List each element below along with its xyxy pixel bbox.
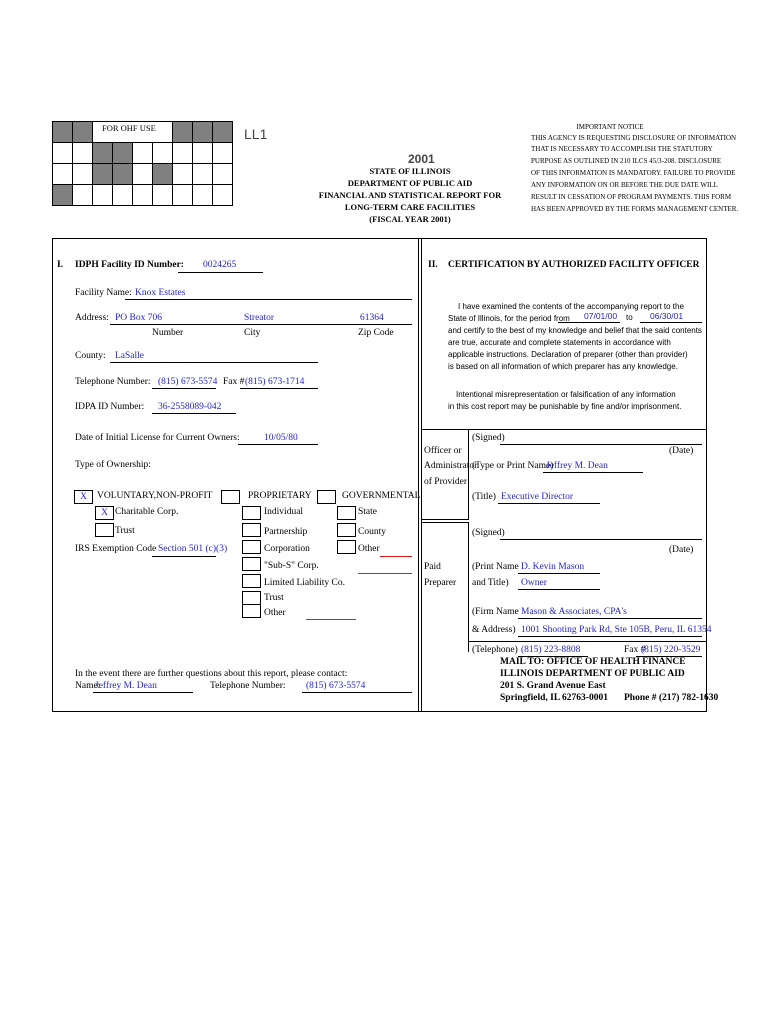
- officer-title-value[interactable]: Executive Director: [501, 492, 574, 502]
- preparer-signature-line: [500, 539, 702, 540]
- section-divider: [418, 238, 419, 712]
- county-label: County:: [75, 351, 106, 361]
- firm-address-label: & Address): [472, 625, 516, 635]
- ohf-use-grid: [52, 121, 233, 206]
- prop-item-label: Trust: [264, 593, 284, 603]
- prop-other-underline: [306, 619, 356, 620]
- cert-line: are true, accurate and complete statements in accordance with: [448, 338, 671, 347]
- preparer-fax-label: Fax #: [624, 645, 646, 655]
- contact-phone-label: Telephone Number:: [210, 681, 286, 691]
- notice-line: RESULT IN CESSATION OF PROGRAM PAYMENTS. THIS FORM: [531, 193, 732, 201]
- preparer-fax-value[interactable]: (815) 220-3529: [641, 645, 701, 655]
- contact-phone-underline: [302, 692, 412, 693]
- idph-underline: [178, 272, 263, 273]
- officer-label: of Provider: [424, 477, 468, 487]
- proprietary-checkbox[interactable]: [221, 490, 240, 504]
- charitable-checkbox[interactable]: X: [95, 506, 114, 520]
- report-title: FINANCIAL AND STATISTICAL REPORT FOR: [318, 190, 502, 200]
- paid-label: Paid: [424, 562, 441, 572]
- contact-name-label: Name:: [75, 681, 101, 691]
- telephone-underline: [152, 388, 216, 389]
- period-to-value[interactable]: 06/30/01: [650, 311, 684, 321]
- county-value[interactable]: LaSalle: [115, 351, 145, 361]
- license-underline: [238, 444, 318, 445]
- date-label: (Date): [669, 446, 694, 456]
- firm-address-value[interactable]: 1001 Shooting Park Rd, Ste 105B, Peru, IL 61354: [521, 625, 712, 635]
- period-to-label: to: [626, 313, 633, 322]
- governmental-checkbox[interactable]: [317, 490, 336, 504]
- trust-checkbox[interactable]: [95, 523, 114, 537]
- preparer-top-rule: [421, 522, 469, 523]
- idph-label: IDPH Facility ID Number:: [75, 260, 184, 270]
- firm-name-underline: [518, 618, 702, 619]
- mail-line: Springfield, IL 62763-0001: [500, 693, 608, 703]
- warning-line: Intentional misrepresentation or falsification of any information: [456, 390, 676, 399]
- partnership-checkbox[interactable]: [242, 523, 261, 537]
- city-caption: City: [244, 328, 261, 338]
- state-title: STATE OF ILLINOIS: [369, 166, 451, 176]
- preparer-phone-value[interactable]: (815) 223-8808: [521, 645, 581, 655]
- gov-other-checkbox[interactable]: [337, 540, 356, 554]
- section2-roman: II.: [428, 260, 438, 270]
- contact-name-underline: [93, 692, 193, 693]
- officer-col-rule: [468, 429, 469, 519]
- llc-checkbox[interactable]: [242, 574, 261, 588]
- address-value[interactable]: PO Box 706: [115, 313, 162, 323]
- idpa-value[interactable]: 36-2558089-042: [158, 402, 222, 412]
- proprietary-label: PROPRIETARY: [248, 491, 312, 501]
- section1-roman: I.: [57, 260, 64, 270]
- officer-name-value[interactable]: Jeffrey M. Dean: [546, 461, 608, 471]
- facility-underline: [125, 299, 412, 300]
- officer-label: Officer or: [424, 446, 462, 456]
- form-year: 2001: [408, 152, 435, 166]
- form-code: LL1: [244, 126, 268, 142]
- notice-line: IMPORTANT NOTICE: [576, 123, 644, 131]
- preparer-signed-label: (Signed): [472, 528, 505, 538]
- prop-trust-checkbox[interactable]: [242, 591, 261, 605]
- preparer-name-underline: [518, 573, 600, 574]
- fax-value[interactable]: (815) 673-1714: [245, 377, 305, 387]
- license-value[interactable]: 10/05/80: [264, 433, 298, 443]
- preparer-label: Preparer: [424, 578, 457, 588]
- officer-signature-line: [500, 444, 702, 445]
- license-label: Date of Initial License for Current Owners:: [75, 433, 240, 443]
- gov-other-underline: [380, 556, 412, 557]
- firm-address-underline: [518, 636, 702, 637]
- cert-line: applicable instructions. Declaration of preparer (other than provider): [448, 350, 688, 359]
- section-divider: [421, 238, 422, 712]
- charitable-label: Charitable Corp.: [115, 507, 179, 517]
- telephone-label: Telephone Number:: [75, 377, 151, 387]
- address-underline: [110, 324, 412, 325]
- idpa-underline: [152, 413, 236, 414]
- notice-line: HAS BEEN APPROVED BY THE FORMS MANAGEMENT CENTER.: [531, 205, 739, 213]
- ohf-phone: Phone # (217) 782-1630: [624, 693, 719, 703]
- irs-value[interactable]: Section 501 (c)(3): [158, 544, 228, 554]
- contact-line: In the event there are further questions about this report, please contact:: [75, 669, 348, 679]
- firm-name-label: (Firm Name: [472, 607, 519, 617]
- notice-line: PURPOSE AS OUTLINED IN 210 ILCS 45/3-208. DISCLOSURE: [531, 157, 722, 165]
- corporation-checkbox[interactable]: [242, 540, 261, 554]
- idpa-label: IDPA ID Number:: [75, 402, 145, 412]
- irs-label: IRS Exemption Code: [75, 544, 157, 554]
- period-from-underline: [558, 322, 620, 323]
- notice-line: THIS AGENCY IS REQUESTING DISCLOSURE OF INFORMATION: [531, 134, 737, 142]
- trust-label: Trust: [115, 526, 135, 536]
- ohf-use-label: FOR OHF USE: [102, 123, 156, 133]
- prop-item-label: Other: [264, 608, 286, 618]
- voluntary-label: VOLUNTARY,NON-PROFIT: [97, 491, 213, 501]
- officer-title-underline: [498, 503, 600, 504]
- notice-line: THAT IS NECESSARY TO ACCOMPLISH THE STATUTORY: [531, 145, 713, 153]
- officer-name-underline: [543, 472, 643, 473]
- county-checkbox[interactable]: [337, 523, 356, 537]
- preparer-col-rule: [468, 522, 469, 652]
- preparer-name-value[interactable]: D. Kevin Mason: [521, 562, 585, 572]
- prop-item-label: Individual: [264, 507, 304, 517]
- cert-line: is based on all information of which preparer has any knowledge.: [448, 362, 678, 371]
- fiscal-year-title: (FISCAL YEAR 2001): [369, 214, 451, 224]
- facility-type-title: LONG-TERM CARE FACILITIES: [344, 202, 476, 212]
- fax-label: Fax #: [223, 377, 245, 387]
- irs-underline: [152, 556, 216, 557]
- prop-item-label: Partnership: [264, 527, 308, 537]
- mail-line: 201 S. Grand Avenue East: [500, 681, 606, 691]
- gov-item-label: State: [358, 507, 377, 517]
- prop-other-checkbox[interactable]: [242, 604, 261, 618]
- telephone-rule: [468, 641, 707, 642]
- individual-checkbox[interactable]: [242, 506, 261, 520]
- notice-line: OF THIS INFORMATION IS MANDATORY. FAILURE TO PROVIDE: [531, 169, 736, 177]
- number-caption: Number: [152, 328, 184, 338]
- governmental-label: GOVERNMENTAL: [342, 491, 421, 501]
- contact-phone-value[interactable]: (815) 673-5574: [306, 681, 366, 691]
- firm-name-value[interactable]: Mason & Associates, CPA's: [521, 607, 627, 617]
- signed-label: (Signed): [472, 433, 505, 443]
- print-name-label: (Print Name: [472, 562, 519, 572]
- telephone-label: (Telephone): [472, 645, 518, 655]
- mail-line: ILLINOIS DEPARTMENT OF PUBLIC AID: [500, 669, 685, 679]
- facility-name-value[interactable]: Knox Estates: [135, 288, 186, 298]
- voluntary-checkbox[interactable]: X: [74, 490, 93, 504]
- address-label: Address:: [75, 313, 109, 323]
- subs-corp-checkbox[interactable]: [242, 557, 261, 571]
- officer-label: Administrator: [424, 461, 478, 471]
- fax-underline: [240, 388, 318, 389]
- cert-line: and certify to the best of my knowledge and belief that the said contents: [448, 326, 702, 335]
- telephone-value[interactable]: (815) 673-5574: [158, 377, 218, 387]
- county-underline: [110, 362, 318, 363]
- ownership-label: Type of Ownership:: [75, 460, 151, 470]
- gov-item-label: Other: [358, 544, 380, 554]
- state-checkbox[interactable]: [337, 506, 356, 520]
- prop-item-label: "Sub-S" Corp.: [264, 561, 319, 571]
- city-value[interactable]: Streator: [244, 313, 275, 323]
- preparer-date-label: (Date): [669, 545, 694, 555]
- certification-title: CERTIFICATION BY AUTHORIZED FACILITY OFFICER: [448, 260, 700, 270]
- warning-line: in this cost report may be punishable by fine and/or imprisonment.: [448, 402, 682, 411]
- department-title: DEPARTMENT OF PUBLIC AID: [347, 178, 473, 188]
- gov-item-label: County: [358, 527, 386, 537]
- and-title-label: and Title): [472, 578, 509, 588]
- notice-line: ANY INFORMATION ON OR BEFORE THE DUE DATE WILL: [531, 181, 718, 189]
- type-name-label: (Type or Print Name): [472, 461, 554, 471]
- period-to-underline: [640, 322, 702, 323]
- idph-id-value[interactable]: 0024265: [203, 260, 237, 270]
- officer-top-rule: [421, 429, 707, 430]
- prop-item-label: Limited Liability Co.: [264, 578, 346, 588]
- period-from-value[interactable]: 07/01/00: [584, 311, 618, 321]
- cert-line: I have examined the contents of the accompanying report to the: [458, 302, 684, 311]
- gov-extra-underline: [358, 573, 412, 574]
- zip-value[interactable]: 61364: [360, 313, 384, 323]
- officer-bottom-rule: [421, 519, 469, 520]
- prop-item-label: Corporation: [264, 544, 310, 554]
- title-label: (Title): [472, 492, 496, 502]
- cert-line: State of Illinois, for the period from: [448, 314, 570, 323]
- mail-line: MAIL TO: OFFICE OF HEALTH FINANCE: [500, 657, 686, 667]
- zip-caption: Zip Code: [358, 328, 394, 338]
- contact-name-value[interactable]: Jeffrey M. Dean: [95, 681, 157, 691]
- preparer-title-value[interactable]: Owner: [521, 578, 547, 588]
- preparer-title-underline: [518, 589, 600, 590]
- facility-name-label: Facility Name:: [75, 288, 132, 298]
